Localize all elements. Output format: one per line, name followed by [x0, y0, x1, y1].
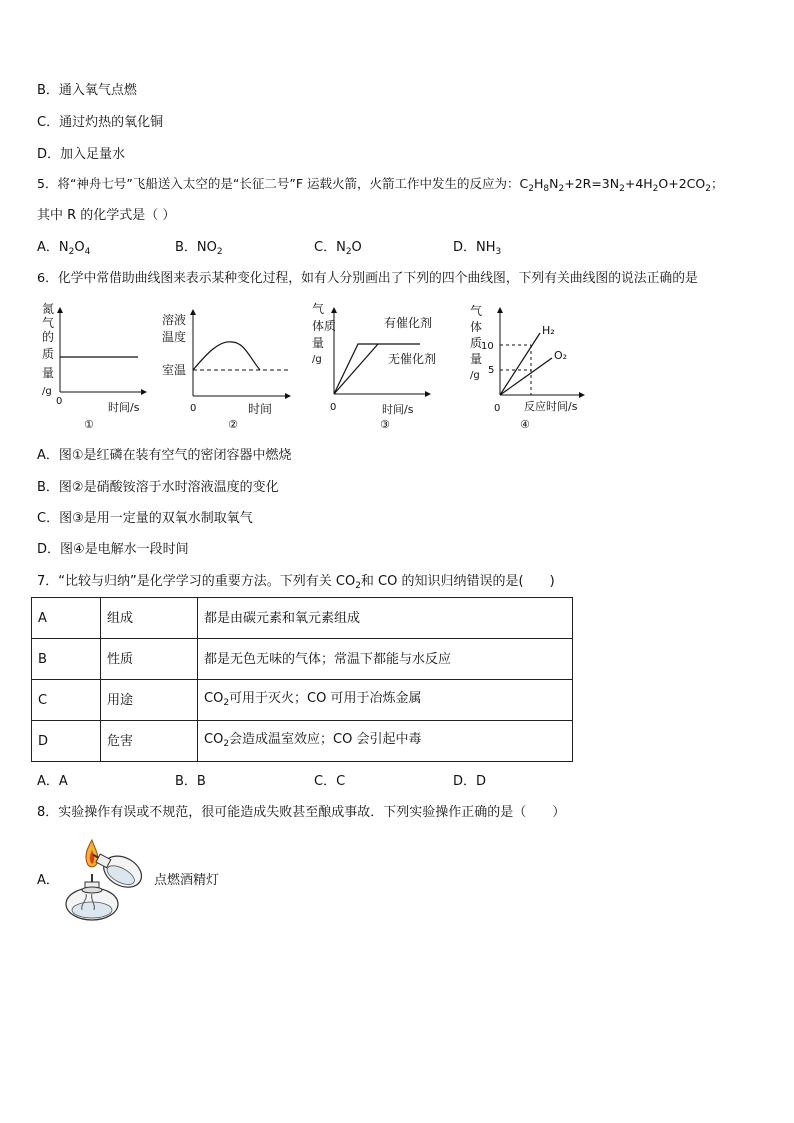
graph4-ylabel-0: 气: [470, 304, 483, 318]
graph3-label-nocatalyst: 无催化剂: [388, 352, 437, 366]
table-cell-key: C: [32, 680, 101, 721]
graph1-ylabel-0: 氮: [42, 302, 55, 316]
q7-table: [31, 597, 573, 762]
table-row: [32, 598, 573, 639]
q5-option-d: D．$NH_3$: [453, 240, 502, 257]
graph4-line-h2: [500, 333, 540, 395]
graph1-ylabel-3: 质: [42, 347, 55, 361]
q8-option-a-text: 点燃酒精灯: [154, 873, 220, 888]
table-row: [32, 680, 573, 721]
graph3-ylabel-3: /g: [312, 354, 322, 365]
q7-option-c: C．C: [314, 774, 346, 789]
graph3-ylabel-0: 气: [312, 302, 325, 316]
q8-option-a-letter: A．: [37, 873, 59, 888]
graph2-curve: [193, 342, 260, 370]
graph4-label-o2: O₂: [554, 349, 568, 362]
table-cell-text: 都是无色无味的气体；常温下都能与水反应: [198, 639, 573, 680]
graph4-tick-5: 5: [488, 365, 495, 376]
alcohol-lamp-lighting-icon: [62, 838, 152, 927]
table-row: [32, 721, 573, 762]
graph4-origin: 0: [494, 403, 501, 414]
q4-option-c: C．通过灼热的氧化铜: [37, 115, 164, 130]
graph2-origin: 0: [190, 403, 197, 414]
q7-option-a: A．A: [37, 774, 68, 789]
q6-stem: 6．化学中常借助曲线图来表示某种变化过程，如有人分别画出了下列的四个曲线图，下列有关曲线图的说法正确的是: [37, 271, 698, 286]
q5-stem-line2: 其中 R 的化学式是（ ）: [37, 208, 176, 223]
graph2-ylabel-1: 温度: [162, 330, 187, 344]
table-cell-key: D: [32, 721, 101, 762]
graph3-ylabel-2: 量: [312, 336, 325, 350]
graph4-ylabel-2: 质: [470, 336, 483, 350]
table-cell-item: 组成: [101, 598, 198, 639]
q6-option-a: A．图①是红磷在装有空气的密闭容器中燃烧: [37, 448, 292, 463]
graph2-num: ②: [228, 418, 238, 431]
graph1-ylabel-2: 的: [42, 330, 55, 344]
table-cell-text: $CO_2$会造成温室效应；CO 会引起中毒: [198, 721, 573, 762]
graph3-ylabel-1: 体质: [312, 319, 337, 333]
q5-option-c: C．$N_2O$: [314, 240, 362, 257]
graph2-xlabel: 时间: [248, 402, 273, 416]
graph1-ylabel-5: /g: [42, 386, 52, 397]
q6-option-d: D．图④是电解水一段时间: [37, 542, 189, 557]
table-cell-item: 危害: [101, 721, 198, 762]
graph-2: [160, 300, 295, 435]
graph1-ylabel-1: 气: [42, 316, 55, 330]
graph4-xlabel: 反应时间/s: [524, 400, 578, 413]
graph1-ylabel-4: 量: [42, 366, 55, 380]
table-row: [32, 639, 573, 680]
graph-4: [468, 300, 593, 435]
table-cell-key: A: [32, 598, 101, 639]
graph2-room: 室温: [162, 363, 187, 377]
q7-stem: 7．“比较与归纳”是化学学习的重要方法。下列有关 $CO_2$和 CO 的知识归纳错误的是( ): [37, 574, 555, 591]
q7-option-b: B．B: [175, 774, 206, 789]
q6-option-b: B．图②是硝酸铵溶于水时溶液温度的变化: [37, 480, 279, 495]
graph-3: [310, 300, 460, 435]
graph3-xlabel: 时间/s: [382, 403, 414, 416]
graph3-origin: 0: [330, 402, 337, 413]
q6-option-c: C．图③是用一定量的双氧水制取氧气: [37, 511, 253, 526]
graph3-curve-nocatalyst: [334, 344, 378, 394]
q8-stem: 8．实验操作有误或不规范，很可能造成失败甚至酿成事故．下列实验操作正确的是（ ）: [37, 805, 566, 820]
q5-stem-line1: 5．将“神舟七号”飞船送入太空的是“长征二号”F 运载火箭，火箭工作中发生的反应为：$C_2H_8N_2+2R=3N_2+4H_2O+2CO_2$；: [37, 176, 724, 194]
table-cell-key: B: [32, 639, 101, 680]
graph2-ylabel-0: 溶液: [162, 313, 187, 327]
graph4-label-h2: H₂: [542, 324, 555, 337]
graph3-num: ③: [380, 418, 390, 431]
q5-option-a: A．$N_2O_4$: [37, 240, 91, 257]
table-cell-item: 性质: [101, 639, 198, 680]
graph1-num: ①: [84, 418, 94, 431]
table-cell-text: 都是由碳元素和氧元素组成: [198, 598, 573, 639]
q4-option-b: B．通入氧气点燃: [37, 83, 137, 98]
graph1-xlabel: 时间/s: [108, 401, 140, 414]
table-cell-item: 用途: [101, 680, 198, 721]
q7-option-d: D．D: [453, 774, 487, 789]
graph-1: [38, 300, 158, 435]
graph4-num: ④: [520, 418, 530, 431]
graph4-tick-10: 10: [481, 341, 494, 352]
graph4-ylabel-4: /g: [470, 370, 480, 381]
q5-option-b: B．$NO_2$: [175, 240, 223, 257]
graph3-label-catalyst: 有催化剂: [384, 316, 433, 330]
q4-option-d: D．加入足量水: [37, 147, 126, 162]
table-cell-text: $CO_2$可用于灭火；CO 可用于冶炼金属: [198, 680, 573, 721]
graph4-ylabel-3: 量: [470, 352, 483, 366]
graph4-line-o2: [500, 358, 552, 395]
graph1-origin: 0: [56, 396, 63, 407]
graph4-ylabel-1: 体: [470, 320, 483, 334]
